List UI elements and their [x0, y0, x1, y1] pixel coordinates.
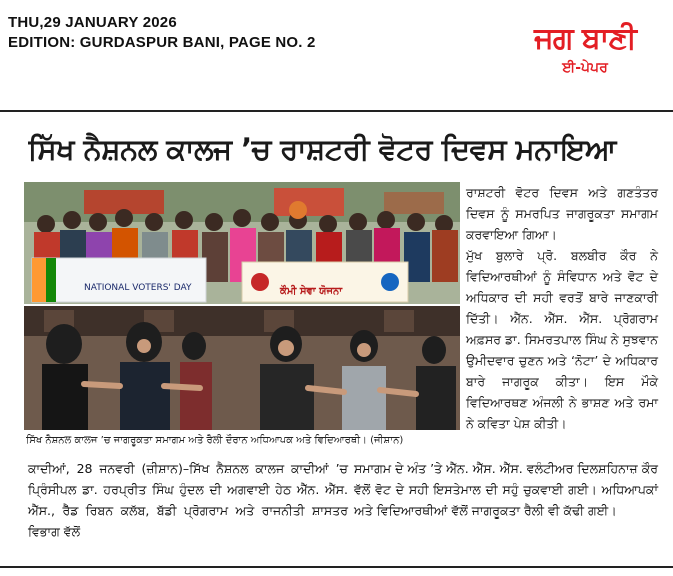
edition-date: THU,29 JANUARY 2026 [8, 14, 177, 31]
article-right-column [466, 182, 658, 434]
banner-left-text: NATIONAL VOTERS' DAY [84, 283, 192, 293]
epaper-header [0, 0, 673, 108]
logo-subtitle: ਈ-ਪੇਪਰ [562, 60, 608, 76]
header-divider [0, 110, 673, 112]
photo-group-illustration [24, 182, 460, 304]
logo-title: ਜਗ ਬਾਣੀ [534, 21, 636, 56]
photo-caption: ਸਿੱਖ ਨੈਸ਼ਨਲ ਕਾਲਜ ’ਚ ਜਾਗਰੂਕਤਾ ਸਮਾਗਮ ਅਤੇ ਰੈਲੀ ਦੌਰਾਨ ਅਧਿਆਪਕ ਅਤੇ ਵਿਦਿਆਰਥੀ। (ਜੀਸ਼ਾਨ) [26, 435, 404, 446]
news-clipping [14, 118, 664, 558]
footer-divider [0, 566, 673, 568]
photo-pledge [24, 306, 460, 430]
article-body-left [28, 458, 348, 542]
article-body-middle [354, 458, 658, 521]
article-headline: ਸਿੱਖ ਨੈਸ਼ਨਲ ਕਾਲਜ ’ਚ ਰਾਸ਼ਟਰੀ ਵੋਟਰ ਦਿਵਸ ਮਨਾਇਆ [28, 132, 616, 166]
body-middle-text: ਸਮਾਗਮ ਦੇ ਅੰਤ ’ਤੇ ਐੱਨ. ਐੱਸ. ਐੱਸ. ਵਲੰਟੀਅਰ ਦਿਲਸ਼ਹਿਨਾਜ਼ ਕੌਰ ਵੱਲੋਂ ਵੋਟ ਦੇ ਸਹੀ ਇਸਤੇਮਾਲ ਦੀ ਸਹੁੰ ਚੁਕਵਾਈ ਗਈ। ਅਧਿਆਪਕਾਂ ਅਤੇ ਵਿਦਿਆਰਥੀਆਂ ਵੱਲੋਂ ਜਾਗਰੂਕਤਾ ਰੈਲੀ ਵੀ ਕੱਢੀ ਗਈ। [354, 461, 658, 518]
banner-right-text: ਕੌਮੀ ਸੇਵਾ ਯੋਜਨਾ [280, 286, 343, 297]
right-column-para-2: ਮੁੱਖ ਬੁਲਾਰੇ ਪ੍ਰੋ. ਬਲਬੀਰ ਕੌਰ ਨੇ ਵਿਦਿਆਰਥੀਆਂ ਨੂੰ ਸੰਵਿਧਾਨ ਅਤੇ ਵੋਟ ਦੇ ਅਧਿਕਾਰ ਦੀ ਸਹੀ ਵਰਤੋਂ ਬਾਰੇ ਜਾਣਕਾਰੀ ਦਿੱਤੀ। ਐੱਨ. ਐੱਸ. ਐੱਸ. ਪ੍ਰੋਗਰਾਮ ਅਫ਼ਸਰ ਡਾ. ਸਿਮਰਤਪਾਲ ਸਿੰਘ ਨੇ ਸੁਝਵਾਨ ਉਮੀਦਵਾਰ ਚੁਣਨ ਅਤੇ ‘ਨੋਟਾ’ ਦੇ ਅਧਿਕਾਰ ਬਾਰੇ ਜਾਗਰੂਕ ਕੀਤਾ। ਇਸ ਮੌਕੇ ਵਿਦਿਆਰਥਣ ਅੰਜਲੀ ਨੇ ਭਾਸ਼ਣ ਅਤੇ ਰਮਾ ਨੇ ਕਵਿਤਾ ਪੇਸ਼ ਕੀਤੀ। [466, 248, 658, 431]
edition-info: EDITION: GURDASPUR BANI, PAGE NO. 2 [8, 34, 316, 51]
photo-pledge-illustration [24, 306, 460, 430]
photo-group-banners [24, 182, 460, 304]
jagbani-logo[interactable] [515, 22, 655, 76]
body-left-text: ਕਾਦੀਆਂ, 28 ਜਨਵਰੀ (ਜ਼ੀਸ਼ਾਨ)–ਸਿੱਖ ਨੈਸ਼ਨਲ ਕਾਲਜ ਕਾਦੀਆਂ ’ਚ ਪ੍ਰਿੰਸੀਪਲ ਡਾ. ਹਰਪ੍ਰੀਤ ਸਿੰਘ ਹੁੰਦਲ ਦੀ ਅਗਵਾਈ ਹੇਠ ਐੱਨ. ਐੱਸ. ਐੱਸ., ਰੈੱਡ ਰਿਬਨ ਕਲੱਬ, ਬੱਡੀ ਪ੍ਰੋਗਰਾਮ ਅਤੇ ਰਾਜਨੀਤੀ ਸ਼ਾਸਤਰ ਵਿਭਾਗ ਵੱਲੋਂ [28, 461, 348, 539]
right-column-para-1: ਰਾਸ਼ਟਰੀ ਵੋਟਰ ਦਿਵਸ ਅਤੇ ਗਣਤੰਤਰ ਦਿਵਸ ਨੂੰ ਸਮਰਪਿਤ ਜਾਗਰੂਕਤਾ ਸਮਾਗਮ ਕਰਵਾਇਆ ਗਿਆ। [466, 185, 658, 242]
